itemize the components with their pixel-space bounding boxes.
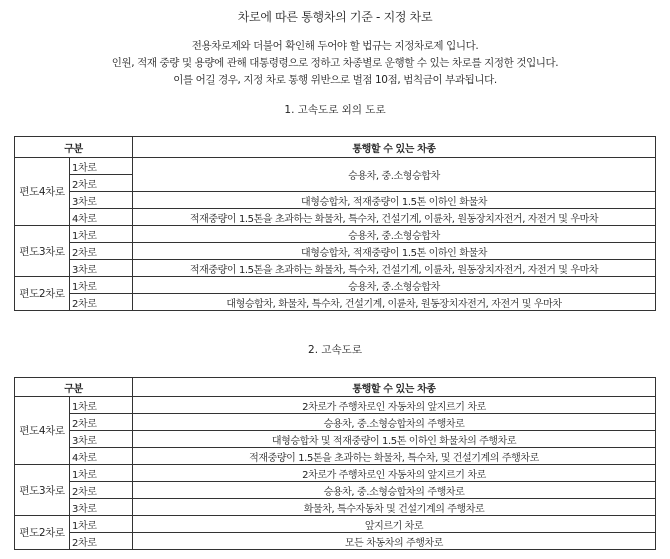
vehicle-cell: 대형승합차, 적재중량이 1.5톤 이하인 화물차 <box>133 243 656 260</box>
table-row <box>15 294 656 311</box>
group-label: 편도3차로 <box>15 226 70 277</box>
lane-label: 1차로 <box>70 226 133 243</box>
table-row <box>15 277 656 294</box>
vehicle-cell: 앞지르기 차로 <box>133 516 656 533</box>
vehicle-cell: 승용차, 중.소형승합차 <box>133 158 656 192</box>
lane-label: 2차로 <box>70 414 133 431</box>
vehicle-cell: 모든 차동차의 주행차로 <box>133 533 656 550</box>
vehicle-cell: 대형승합차 및 적재중량이 1.5톤 이하인 화물차의 주행차로 <box>133 431 656 448</box>
vehicle-cell: 승용차, 중.소형승합차의 주행차로 <box>133 482 656 499</box>
lane-label: 1차로 <box>70 465 133 482</box>
lane-label: 3차로 <box>70 192 133 209</box>
table-row <box>15 465 656 482</box>
group-label: 편도2차로 <box>15 516 70 550</box>
vehicle-cell: 대형승합차, 적재중량이 1.5톤 이하인 화물차 <box>133 192 656 209</box>
table-row <box>15 516 656 533</box>
table-row <box>15 192 656 209</box>
lane-label: 1차로 <box>70 277 133 294</box>
table-header-row <box>15 378 656 397</box>
vehicle-cell: 2차로가 주행차로인 자동차의 앞지르기 차로 <box>133 397 656 414</box>
section-title-expressway: 2. 고속도로 <box>308 344 362 356</box>
vehicle-cell: 적재중량이 1.5톤을 초과하는 화물차, 특수차, 및 건설기계의 주행차로 <box>133 448 656 465</box>
lane-label: 1차로 <box>70 158 133 175</box>
vehicle-cell: 적재중량이 1.5톤을 초과하는 화물차, 특수차, 건설기계, 이륜차, 원동장치자전거, 자전거 및 우마차 <box>133 260 656 277</box>
table-row <box>15 243 656 260</box>
header-category: 구분 <box>15 378 133 397</box>
vehicle-cell: 승용차, 중.소형승합차의 주행차로 <box>133 414 656 431</box>
lane-table-general-roads <box>14 136 656 311</box>
lane-label: 4차로 <box>70 209 133 226</box>
lane-label: 2차로 <box>70 243 133 260</box>
vehicle-cell: 승용차, 중.소형승합차 <box>133 226 656 243</box>
lane-label: 2차로 <box>70 294 133 311</box>
lane-label: 1차로 <box>70 397 133 414</box>
lane-label: 4차로 <box>70 448 133 465</box>
intro-line: 전용차로제와 더불어 확인해 두어야 할 법규는 지정차로제 입니다. <box>191 40 479 52</box>
table-row <box>15 158 656 175</box>
header-category: 구분 <box>15 137 133 158</box>
lane-label: 3차로 <box>70 431 133 448</box>
group-label: 편도4차로 <box>15 158 70 226</box>
table-row <box>15 448 656 465</box>
lane-label: 3차로 <box>70 499 133 516</box>
intro-line: 이를 어길 경우, 지정 차로 통행 위반으로 벌점 10점, 범칙금이 부과됩니다. <box>173 74 497 86</box>
header-vehicles: 통행할 수 있는 차종 <box>133 378 656 397</box>
intro-paragraph <box>0 38 670 89</box>
lane-label: 2차로 <box>70 482 133 499</box>
table-row <box>15 226 656 243</box>
table-row <box>15 397 656 414</box>
section-title-general-roads: 1. 고속도로 외의 도로 <box>284 104 386 116</box>
vehicle-cell: 승용차, 중.소형승합차 <box>133 277 656 294</box>
lane-label: 3차로 <box>70 260 133 277</box>
group-label: 편도2차로 <box>15 277 70 311</box>
lane-label: 2차로 <box>70 175 133 192</box>
lane-label: 1차로 <box>70 516 133 533</box>
group-label: 편도3차로 <box>15 465 70 516</box>
table-row <box>15 414 656 431</box>
table-row <box>15 431 656 448</box>
lane-table-expressway <box>14 377 656 550</box>
table-row <box>15 260 656 277</box>
table-row <box>15 209 656 226</box>
table-row <box>15 482 656 499</box>
document-title: 차로에 따른 통행차의 기준 - 지정 차로 <box>237 10 433 24</box>
table-row <box>15 533 656 550</box>
header-vehicles: 통행할 수 있는 차종 <box>133 137 656 158</box>
table-header-row <box>15 137 656 158</box>
vehicle-cell: 화물차, 특수자동차 및 건설기계의 주행차로 <box>133 499 656 516</box>
group-label: 편도4차로 <box>15 397 70 465</box>
intro-line: 인원, 적재 중량 및 용량에 관해 대통령령으로 정하고 차종별로 운행할 수 있는 차로를 지정한 것입니다. <box>111 57 559 69</box>
vehicle-cell: 대형승합차, 화물차, 특수차, 건설기계, 이륜차, 원동장치자전거, 자전거 및 우마차 <box>133 294 656 311</box>
lane-label: 2차로 <box>70 533 133 550</box>
table-row <box>15 499 656 516</box>
vehicle-cell: 적재중량이 1.5톤을 초과하는 화물차, 특수차, 건설기계, 이륜차, 원동장치자전거, 자전거 및 우마차 <box>133 209 656 226</box>
vehicle-cell: 2차로가 주행차로인 자동차의 앞지르기 차로 <box>133 465 656 482</box>
